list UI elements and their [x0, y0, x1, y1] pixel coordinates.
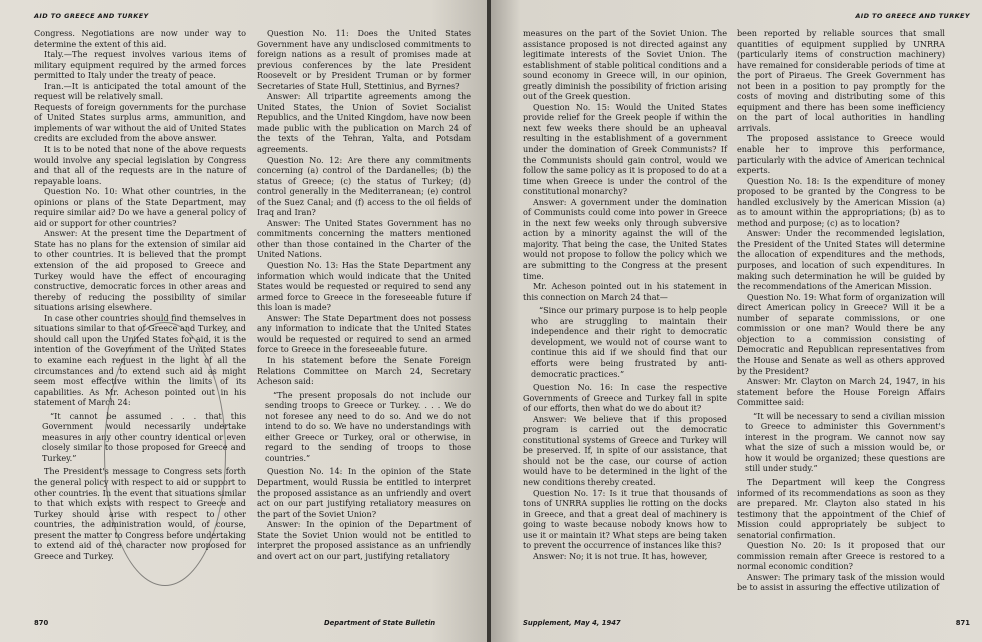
paragraph: Answer: At the present time the Department of State has no plans for the extension of similar aid to other countries. It is believed that the prompt extension of the aid proposed to Greece and Turkey would have the effect of encouraging constructive, democratic forces in other areas and thereby of reducing the possibility of similar situations arising elsewhere.	[34, 228, 246, 313]
paragraph: Answer: A government under the domination of Communists could come into power in Greece in the next few weeks only through subversive action by a minority against the will of the majority. That being the case, the United States would not propose to follow the policy which we are submitting to the Congress at the present time.	[523, 196, 727, 281]
paragraph: Question No. 17: Is it true that thousands of tons of UNRRA supplies lie rotting on the docks in Greece, and that a great deal of machinery is going to waste because nobody knows how to use it or maintain it? What steps are being taken to prevent the occurrence of instances like this?	[523, 487, 727, 551]
running-header-left: AID TO GREECE AND TURKEY	[34, 12, 149, 20]
paragraph: In his statement before the Senate Foreign Relations Committee on March 24, Secretary Acheson said:	[257, 354, 471, 387]
paragraph: It is to be noted that none of the above requests would involve any special legislation by Congress and that all of the requests are in the nature of repayable loans.	[34, 144, 246, 186]
paragraph: measures on the part of the Soviet Union. The assistance proposed is not directed against any legitimate interests of the Soviet Union. The establishment of stable political conditions and a sound economy in Greece will, in our opinion, greatly diminish the possibility of friction arising out of the Greek question.	[523, 28, 727, 102]
paragraph: been reported by reliable sources that small quantities of equipment supplied by UNRRA (particularly items of construction machinery) have remained for considerable periods of time at the port of Piraeus. The Greek Government has not been in a position to pay promptly for the costs of moving and distributing some of this equipment and there has been some inefficiency on the part of local authorities in handling arrivals.	[737, 28, 945, 133]
paragraph: Question No. 14: In the opinion of the State Department, would Russia be entitled to interpret the proposed assistance as an unfriendly and overt act on our part justifying retaliatory measures on the part of the Soviet Union?	[257, 466, 471, 519]
paragraph: Question No. 12: Are there any commitments concerning (a) control of the Dardanelles; (b) the status of Greece; (c) the status of Turkey; (d) control generally in the Mediterranean; (e) control of the Suez Canal; and (f) access to the oil fields of Iraq and Iran?	[257, 154, 471, 218]
paragraph: Mr. Acheson pointed out in his statement in this connection on March 24 that—	[523, 281, 727, 302]
paragraph: Answer: No; it is not true. It has, however,	[533, 550, 708, 561]
right-page	[491, 0, 982, 642]
page-number-left: 870	[34, 619, 49, 627]
paragraph: Congress. Negotiations are now under way to determine the extent of this aid.	[34, 28, 246, 49]
paragraph: Answer: All tripartite agreements among the United States, the Union of Soviet Socialist Republics, and the United Kingdom, have now been made public with the publication on March 24 of the texts of the Tehran, Yalta, and Potsdam agreements.	[257, 91, 471, 155]
paragraph: In case other countries should find themselves in situations similar to that of Greece and Turkey, and should call upon the United States for aid, it is the intention of the Government of the United States to examine each request in the light of all the circumstances and to extend such aid as might seem most effective within the limits of its capabilities. As Mr. Acheson pointed out in his statement of March 24:	[34, 312, 246, 408]
left-page	[0, 0, 489, 642]
paragraph: Answer: The primary task of the mission would be to assist in assuring the effective utilization of	[737, 571, 945, 593]
paragraph: “It cannot be assumed . . . that this Government would necessarily undertake measures in any other country identical or even closely similar to those proposed for Greece and Turkey.”	[42, 410, 246, 463]
running-header-right: AID TO GREECE AND TURKEY	[855, 12, 970, 20]
paragraph: “The present proposals do not include our sending troops to Greece or Turkey. . . . We do not foresee any need to do so. And we do not intend to do so. We have no understandings with either Greece or Turkey, oral or otherwise, in regard to the sending of troops to those countries.”	[265, 389, 471, 463]
paragraph: Answer: The State Department does not possess any information to indicate that the United States would be requested or required to send an armed force to Greece in the foreseeable future.	[257, 312, 471, 355]
footer-issue-text: Supplement, May 4, 1947	[523, 619, 621, 627]
paragraph: Question No. 16: In case the respective Governments of Greece and Turkey fall in spite of our efforts, then what do we do about it?	[523, 382, 727, 414]
paragraph: Italy.—The request involves various items of military equipment required by the armed forces permitted to Italy under the treaty of peace.	[34, 49, 246, 81]
paragraph: Question No. 18: Is the expenditure of money proposed to be granted by the Congress to be handled exclusively by the American Mission (a) as to amount within the appropriations; (b) as to method and purpose; (c) as to location?	[737, 175, 945, 228]
page-number-right: 871	[955, 619, 970, 627]
paragraph: Answer: The United States Government has no commitments concerning the matters mentioned other than those contained in the Charter of the United Nations.	[257, 217, 471, 260]
paragraph: “It will be necessary to send a civilian mission to Greece to administer this Government's interest in the program. We cannot now say what the size of such a mission would be, or how it would be organized; these questions are still under study.”	[745, 410, 945, 474]
paragraph: “Since our primary purpose is to help people who are struggling to maintain their independence and their right to democratic development, we would not of course want to continue this aid if we should find that our efforts were being frustrated by anti-democratic practices.”	[531, 305, 727, 379]
paragraph: Answer: In the opinion of the Department of State the Soviet Union would not be entitled to interpret the proposed assistance as an unfriendly and overt act on our part, justifying retaliatory	[257, 519, 471, 561]
paragraph: Question No. 19: What form of organization will direct American policy in Greece? Will it be a number of separate commissions, or one commission or one man? Would there be any objection to a commission consisting of Democratic and Republican representatives from the House and Senate as well as others approved by the President?	[737, 291, 945, 376]
paragraph: Question No. 15: Would the United States provide relief for the Greek people if within the next few weeks there should be an upheaval resulting in the establishment of a government under the domination of Greek Communists? If the Communists should gain control, would we follow the same policy as it is proposed to do at a time when Greece is under the control of the constitutional monarchy?	[523, 101, 727, 197]
column-3	[523, 28, 727, 561]
footer-title-text: Department of State Bulletin	[324, 619, 436, 627]
footer-publication-title	[324, 619, 435, 627]
paragraph: Answer: Under the recommended legislation, the President of the United States will determine the allocation of expenditures and the methods, purposes, and location of such expenditures. In making such determination he will be guided by the recommendations of the American Mission.	[737, 228, 945, 292]
paragraph: The Department will keep the Congress informed of its recommendations as soon as they are prepared. Mr. Clayton also stated in his testimony that the appointment of the Chief of Mission could appropriately be subject to senatorial confirmation.	[737, 476, 945, 540]
footer-issue	[523, 619, 621, 627]
paragraph: The President's message to Congress sets forth the general policy with respect to aid or support to other countries. In the event that situations similar to that which exists with respect to Greece and Turkey should arise with respect to other countries, the administration would, of course, present the matter to Congress before undertaking to extend aid of the character now proposed for Greece and Turkey.	[34, 466, 246, 561]
paragraph: Question No. 10: What other countries, in the opinions or plans of the State Department, may require similar aid? Do we have a general policy of aid or support for other countries?	[34, 186, 246, 228]
paragraph: The proposed assistance to Greece would enable her to improve this performance, particularly with the advice of American technical experts.	[737, 133, 945, 176]
paragraph: Question No. 11: Does the United States Government have any undisclosed commitments to foreign nations as a result of promises made at previous conferences by the late President Roosevelt or by President Truman or by former Secretaries of State Hull, Stettinius, and Byrnes?	[257, 28, 471, 91]
paragraph: Question No. 13: Has the State Department any information which would indicate that the United States would be requested or required to send any armed force to Greece in the foreseeable future if this loan is made?	[257, 260, 471, 313]
column-2	[257, 28, 471, 561]
paragraph: Question No. 20: Is it proposed that our commission remain after Greece is restored to a normal economic condition?	[737, 540, 945, 572]
paragraph: Answer: Mr. Clayton on March 24, 1947, in his statement before the House Foreign Affairs Committee said:	[737, 376, 945, 408]
paragraph: Iran.—It is anticipated the total amount of the request will be relatively small.	[34, 80, 246, 102]
paragraph: Answer: We believe that if this proposed program is carried out the democratic constitutional systems of Greece and Turkey will be preserved. If, in spite of our assistance, that should not be the case, our course of action would have to be determined in the light of the new conditions thereby created.	[523, 413, 727, 487]
pencil-circle-mark	[104, 322, 226, 586]
column-4	[737, 28, 945, 593]
paragraph: Requests of foreign governments for the purchase of United States surplus arms, ammunition, and implements of war without the aid of United States credits are excluded from the above answer.	[34, 101, 246, 144]
